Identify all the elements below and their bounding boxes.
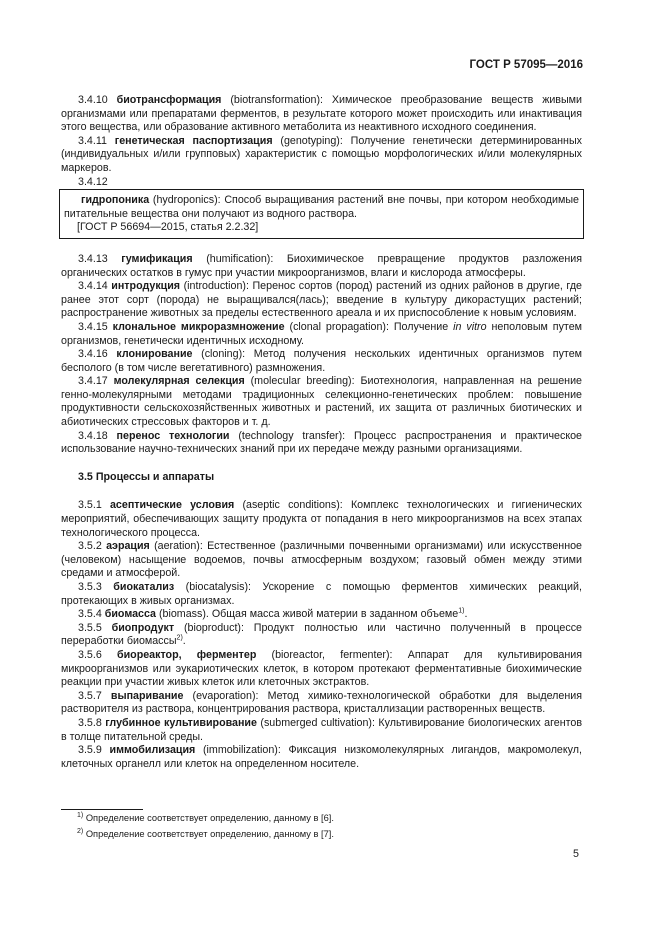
footnote: $^{1)}$ Определение соответствует определению, данному в [6].: [77, 811, 334, 823]
term-entry: 3.5.1 асептические условия (aseptic conditions): Комплекс технологических и гигиенических мероприятий, обеспечивающих защиту продукта от попадания в него микроорганизмов на всех этапах технологического процесса.: [61, 499, 582, 539]
term-entry: 3.5.7 выпаривание (evaporation): Метод химико-технологической обработки для выделения растворителя из раствора, концентрирования раствора, кристаллизации растворенных веществ.: [61, 689, 582, 716]
source-reference: [ГОСТ Р 56694—2015, статья 2.2.32]: [77, 221, 259, 234]
term-entry: 3.5.9 иммобилизация (immobilization): Фиксация низкомолекулярных лигандов, макромолекул, клеточных органелл или клеток на определенном носителе.: [61, 744, 582, 770]
term-entry: гидропоника (hydroponics): Способ выращивания растений вне почвы, при котором необходимые питательные вещества они получают из водного раствора.: [64, 194, 579, 220]
footnote-divider: [61, 809, 143, 810]
standard-designation: ГОСТ Р 57095—2016: [469, 59, 583, 71]
term-entry: 3.4.16 клонирование (cloning): Метод получения нескольких идентичных организмов путем бесполого (в том числе вегетативного) размножения.: [61, 348, 582, 374]
term-entry: 3.5.2 аэрация (aeration): Естественное (различными почвенными организмами) или искусственное (человеком) насыщение водоемов, почвы атмосферным воздухом; газовый обмен между этими средами и атмосферой.: [61, 540, 582, 580]
term-entry: 3.4.10 биотрансформация (biotransformation): Химическое преобразование веществ живыми организмами или препаратами ферментов, в результате которого может происходить или инактивация этого вещества, или образование активного метаболита из неактивного исходного соединения.: [61, 94, 582, 134]
section-heading: 3.5 Процессы и аппараты: [78, 470, 215, 483]
document-body: [61, 94, 582, 771]
term-entry: 3.4.13 гумификация (humification): Биохимическое превращение продуктов разложения органических остатков в гумус при участии микроорганизмов, влаги и кислорода атмосферы.: [61, 252, 582, 279]
term-entry: 3.5.4 биомасса (biomass). Общая масса живой материи в заданном объеме$^{1)}$.: [78, 607, 468, 621]
page-number: 5: [573, 848, 579, 860]
term-entry: 3.4.11 генетическая паспортизация (genotyping): Получение генетически детерминированных (индивидуальных и/или групповых) характеристик с помощью морфологических и/или молекулярных маркеров.: [61, 134, 582, 174]
term-entry: 3.4.14 интродукция (introduction): Перенос сортов (пород) растений из одних районов в другие, где ранее этот сорт (порода) не выращивался(лась); введение в культуру дикорастущих растений; распространение животных за пределы естественного ареала и их приспособление к новым условиям.: [61, 280, 583, 320]
term-entry: 3.5.5 биопродукт (bioproduct): Продукт полностью или частично полученный в процессе переработки биомассы$^{2)}$.: [61, 621, 583, 648]
term-entry: 3.4.17 молекулярная селекция (molecular breeding): Биотехнология, направленная на решение генно-молекулярными методами традиционных селекционно-генетических проблем: повышение продуктивности сельскохозяйственных животных и растений, их защита от различных биотических и абиотических стрессовых факторов и т. д.: [61, 375, 582, 429]
term-entry: 3.4.18 перенос технологии (technology transfer): Процесс распространения и практическое использование научно-технических знаний при их передаче между разными организациями.: [61, 429, 582, 456]
term-entry: 3.5.8 глубинное культивирование (submerged cultivation): Культивирование биологических агентов в толще питательной среды.: [61, 716, 582, 743]
term-number: 3.4.12: [78, 175, 108, 188]
quoted-term-box: [59, 189, 584, 239]
term-entry: 3.5.6 биореактор, ферментер (bioreactor, fermenter): Аппарат для культивирования микроорганизмов или эукариотических клеток, в котором протекают ферментативные биохимические реакции при участии живых клеток или клеточных экстрактов.: [61, 648, 583, 689]
term-entry: 3.4.15 клональное микроразмножение (clonal propagation): Получение in vitro неполовым путем организмов, генетически идентичных исходному.: [61, 320, 582, 347]
footnote: $^{2)}$ Определение соответствует определению, данному в [7].: [77, 827, 334, 839]
term-entry: 3.5.3 биокатализ (biocatalysis): Ускорение с помощью ферментов химических реакций, протекающих в живых организмах.: [61, 581, 582, 607]
